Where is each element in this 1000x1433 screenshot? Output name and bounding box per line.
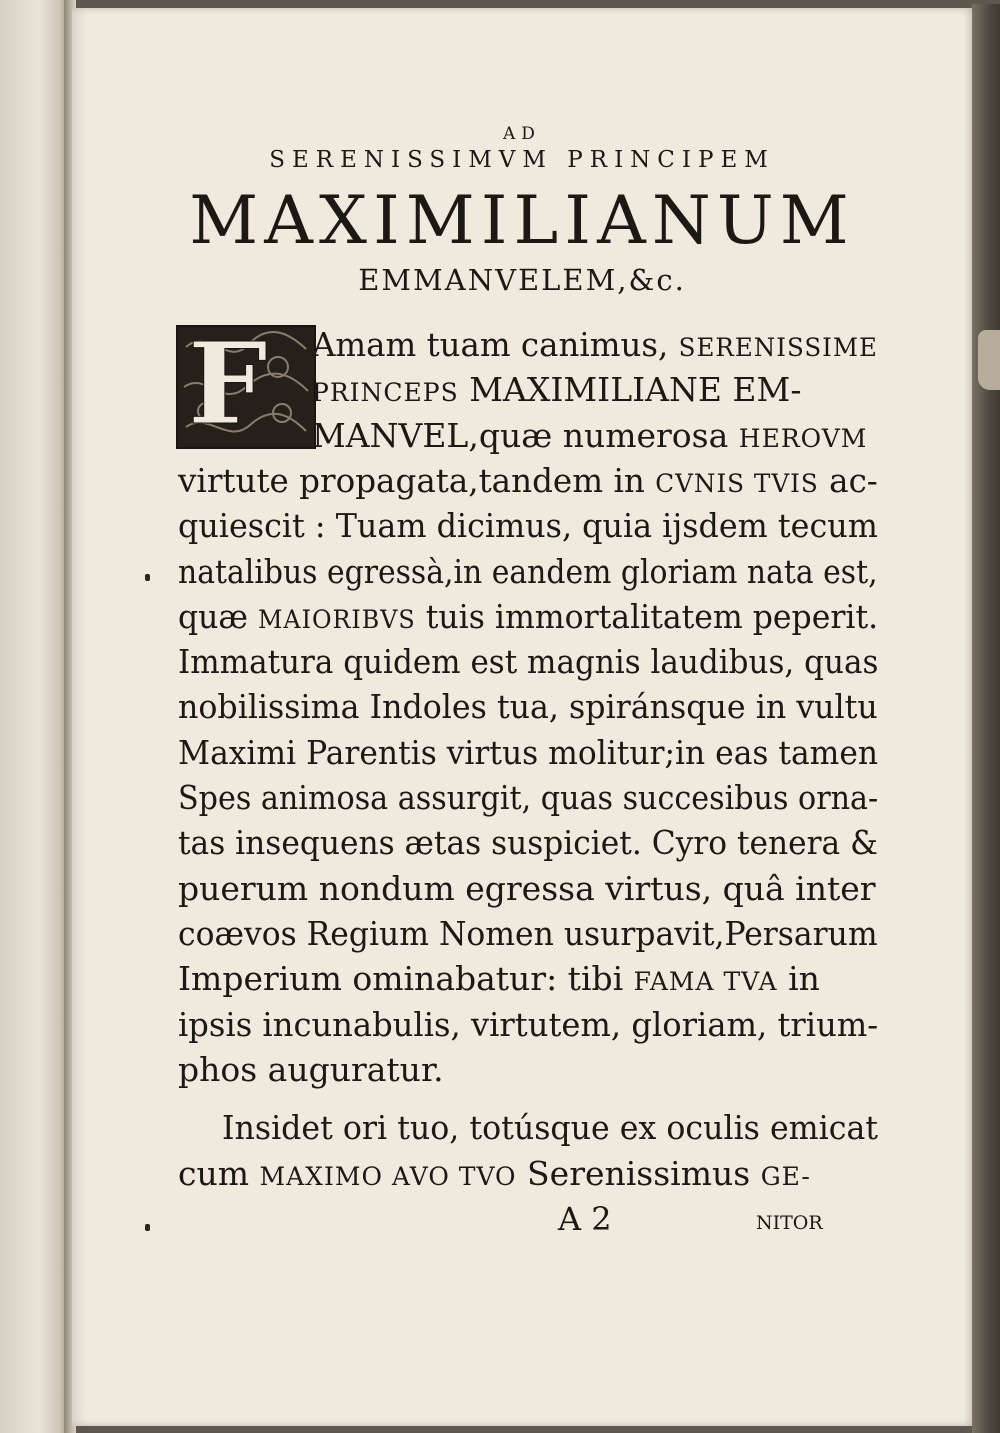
text-line	[178, 915, 878, 953]
heading-ad: AD	[503, 124, 541, 144]
text-run: Maximi Parentis virtus molitur;in eas tamen	[178, 732, 879, 772]
binding-thread	[978, 330, 1000, 390]
text-run: quiescit : Tuam dicimus, quia ijsdem tecum	[178, 506, 878, 546]
small-caps-run: HEROVM	[738, 423, 868, 453]
small-caps-run: FAMA TVA	[633, 967, 778, 997]
text-line	[178, 598, 878, 639]
text-line	[222, 1109, 878, 1147]
text-run: Immatura quidem est magnis laudibus, quas	[178, 642, 879, 682]
initial-letter: F	[188, 325, 268, 449]
text-run: Imperium ominabatur: tibi	[178, 959, 634, 999]
text-line	[178, 1155, 811, 1196]
text-run: Serenissimus	[516, 1154, 761, 1193]
text-line	[178, 643, 878, 681]
facing-page-edge	[0, 0, 70, 1433]
text-run: Spes animosa assurgit, quas succesibus orna-	[178, 778, 879, 817]
small-caps-run: CVNIS TVIS	[655, 468, 819, 498]
text-run: puerum nondum egressa virtus, quâ inter	[178, 868, 876, 908]
margin-mark	[145, 574, 150, 581]
text-run: phos auguratur.	[178, 1049, 444, 1089]
text-run: Amam tuam canimus,	[312, 325, 679, 364]
text-run: MANVEL,quæ numerosa	[312, 415, 739, 455]
text-run: in	[777, 959, 820, 999]
heading-line-1: SERENISSIMVM PRINCIPEM	[269, 147, 775, 173]
small-caps-run: MAIORIBVS	[258, 604, 416, 634]
text-run: Insidet ori tuo, totúsque ex oculis emicat	[222, 1108, 879, 1147]
text-line	[178, 462, 878, 503]
text-line	[312, 417, 867, 458]
text-line	[178, 734, 878, 772]
catchword: NITOR	[756, 1212, 823, 1234]
text-line	[178, 779, 878, 817]
text-line	[178, 824, 878, 862]
text-line	[178, 870, 876, 908]
text-run: coævos Regium Nomen usurpavit,Persarum	[178, 913, 878, 953]
text-run: virtute propagata,tandem in	[178, 460, 656, 500]
small-caps-run: MAXIMO AVO TVO	[259, 1162, 517, 1191]
small-caps-run: GE-	[760, 1162, 811, 1191]
text-line	[178, 688, 878, 726]
text-run: tuis immortalitatem peperit.	[415, 596, 879, 636]
book-page	[72, 8, 972, 1426]
text-run: quæ	[178, 596, 259, 636]
text-run: ipsis incunabulis, virtutem, gloriam, trium-	[178, 1004, 879, 1044]
decorated-initial	[176, 325, 316, 449]
text-run: tas insequens ætas suspiciet. Cyro tenera &	[178, 823, 878, 863]
text-line	[312, 371, 801, 412]
text-run: cum	[178, 1154, 260, 1193]
heading-line-3: EMMANVELEM,&c.	[358, 263, 686, 297]
text-line	[178, 553, 878, 591]
text-run: nobilissima Indoles tua, spiránsque in vultu	[178, 687, 878, 727]
heading-title: MAXIMILIANUM	[189, 182, 855, 259]
text-run: MAXIMILIANE EM-	[458, 370, 802, 410]
text-line	[178, 960, 820, 1001]
text-run: ac-	[818, 460, 878, 500]
text-run: natalibus egressà,in eandem gloriam nata est,	[178, 551, 878, 591]
small-caps-run: SERENISSIME	[678, 333, 878, 362]
text-line	[178, 507, 878, 545]
signature-mark: A 2	[558, 1200, 612, 1238]
small-caps-run: PRINCEPS	[312, 378, 459, 408]
text-line	[312, 326, 878, 367]
text-line	[178, 1051, 444, 1089]
page-text	[72, 8, 972, 1426]
margin-mark	[145, 1224, 150, 1231]
text-line	[178, 1006, 878, 1044]
